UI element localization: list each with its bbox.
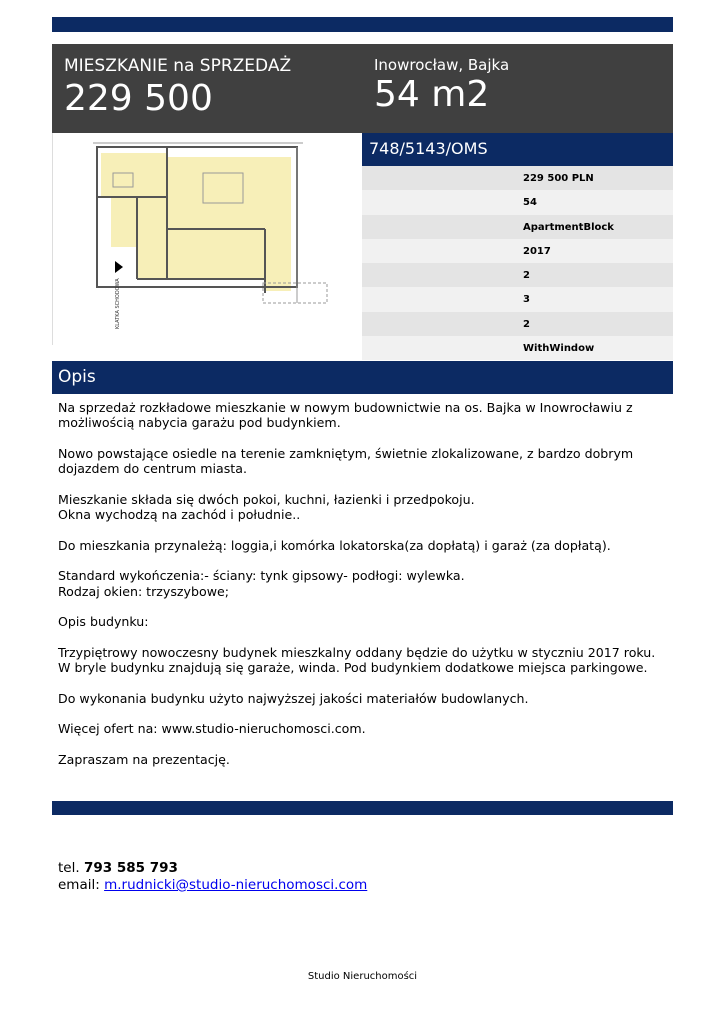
detail-row <box>362 287 673 311</box>
description-heading: Opis <box>58 367 96 387</box>
description-heading-bar <box>52 361 673 394</box>
email-label: email: <box>58 877 100 893</box>
description-paragraph: Do mieszkania przynależą: loggia,i komórka lokatorska(za dopłatą) i garaż (za dopłatą). <box>58 537 611 553</box>
bottom-accent-band <box>52 801 673 815</box>
description-paragraph: Na sprzedaż rozkładowe mieszkanie w nowym budownictwie na os. Bajka w Inowrocławiu z możliwością nabycia garażu pod budynkiem. <box>58 400 633 431</box>
details-table <box>362 166 673 360</box>
detail-value: 2 <box>523 318 530 330</box>
footer-text: Studio Nieruchomości <box>307 971 418 982</box>
detail-row <box>362 312 673 336</box>
phone-line <box>58 860 367 877</box>
floor-plan-image <box>52 133 363 345</box>
entrance-arrow-icon <box>115 261 123 273</box>
listing-area: 54 m2 <box>374 74 490 115</box>
detail-value: 2 <box>523 270 530 281</box>
description-paragraph: Opis budynku: <box>58 614 149 630</box>
detail-row <box>362 336 673 360</box>
detail-value: 2017 <box>523 245 551 257</box>
email-link[interactable]: m.rudnicki@studio-nieruchomosci.com <box>104 877 368 893</box>
phone-label: tel. <box>58 860 80 876</box>
reference-bar <box>362 133 673 166</box>
detail-value: ApartmentBlock <box>523 221 614 233</box>
phone-number: 793 585 793 <box>83 860 178 876</box>
reference-number: 748/5143/OMS <box>369 139 488 158</box>
detail-value: 229 500 PLN <box>523 173 594 184</box>
description-paragraph: Mieszkanie składa się dwóch pokoi, kuchni, łazienki i przedpokoju. Okna wychodzą na zachód i południe.. <box>58 491 475 523</box>
detail-row <box>362 190 673 214</box>
description-paragraph: Trzypiętrowy nowoczesny budynek mieszkalny oddany będzie do użytku w styczniu 2017 roku. W bryle budynku znajdują się garaże, winda. Pod budynkiem dodatkowe miejsca parkingowe. <box>58 644 656 676</box>
detail-row <box>362 239 673 263</box>
description-paragraph: Zapraszam na prezentację. <box>58 751 230 767</box>
contact-block <box>58 860 367 894</box>
listing-price: 229 500 <box>64 78 213 119</box>
listing-title: MIESZKANIE na SPRZEDAŻ <box>64 56 292 76</box>
description-paragraph: Więcej ofert na: www.studio-nieruchomosci.com. <box>58 721 366 737</box>
email-line <box>58 877 367 894</box>
listing-header <box>52 44 673 133</box>
description-paragraph: Nowo powstające osiedle na terenie zamkniętym, świetnie zlokalizowane, z bardzo dobrym dojazdem do centrum miasta. <box>58 445 634 477</box>
detail-value: WithWindow <box>523 342 595 354</box>
description-body <box>58 400 666 782</box>
plan-side-label: KLATKA SCHODOWA <box>115 278 121 329</box>
detail-row <box>362 263 673 287</box>
description-paragraph: Standard wykończenia:- ściany: tynk gipsowy- podłogi: wylewka. Rodzaj okien: trzyszybowe; <box>58 568 465 599</box>
description-paragraph: Do wykonania budynku użyto najwyższej jakości materiałów budowlanych. <box>58 690 529 706</box>
detail-value: 3 <box>523 294 530 306</box>
detail-row <box>362 166 673 190</box>
listing-location: Inowrocław, Bajka <box>374 56 510 74</box>
detail-row <box>362 215 673 239</box>
detail-value: 54 <box>523 197 537 209</box>
top-accent-band <box>52 17 673 32</box>
